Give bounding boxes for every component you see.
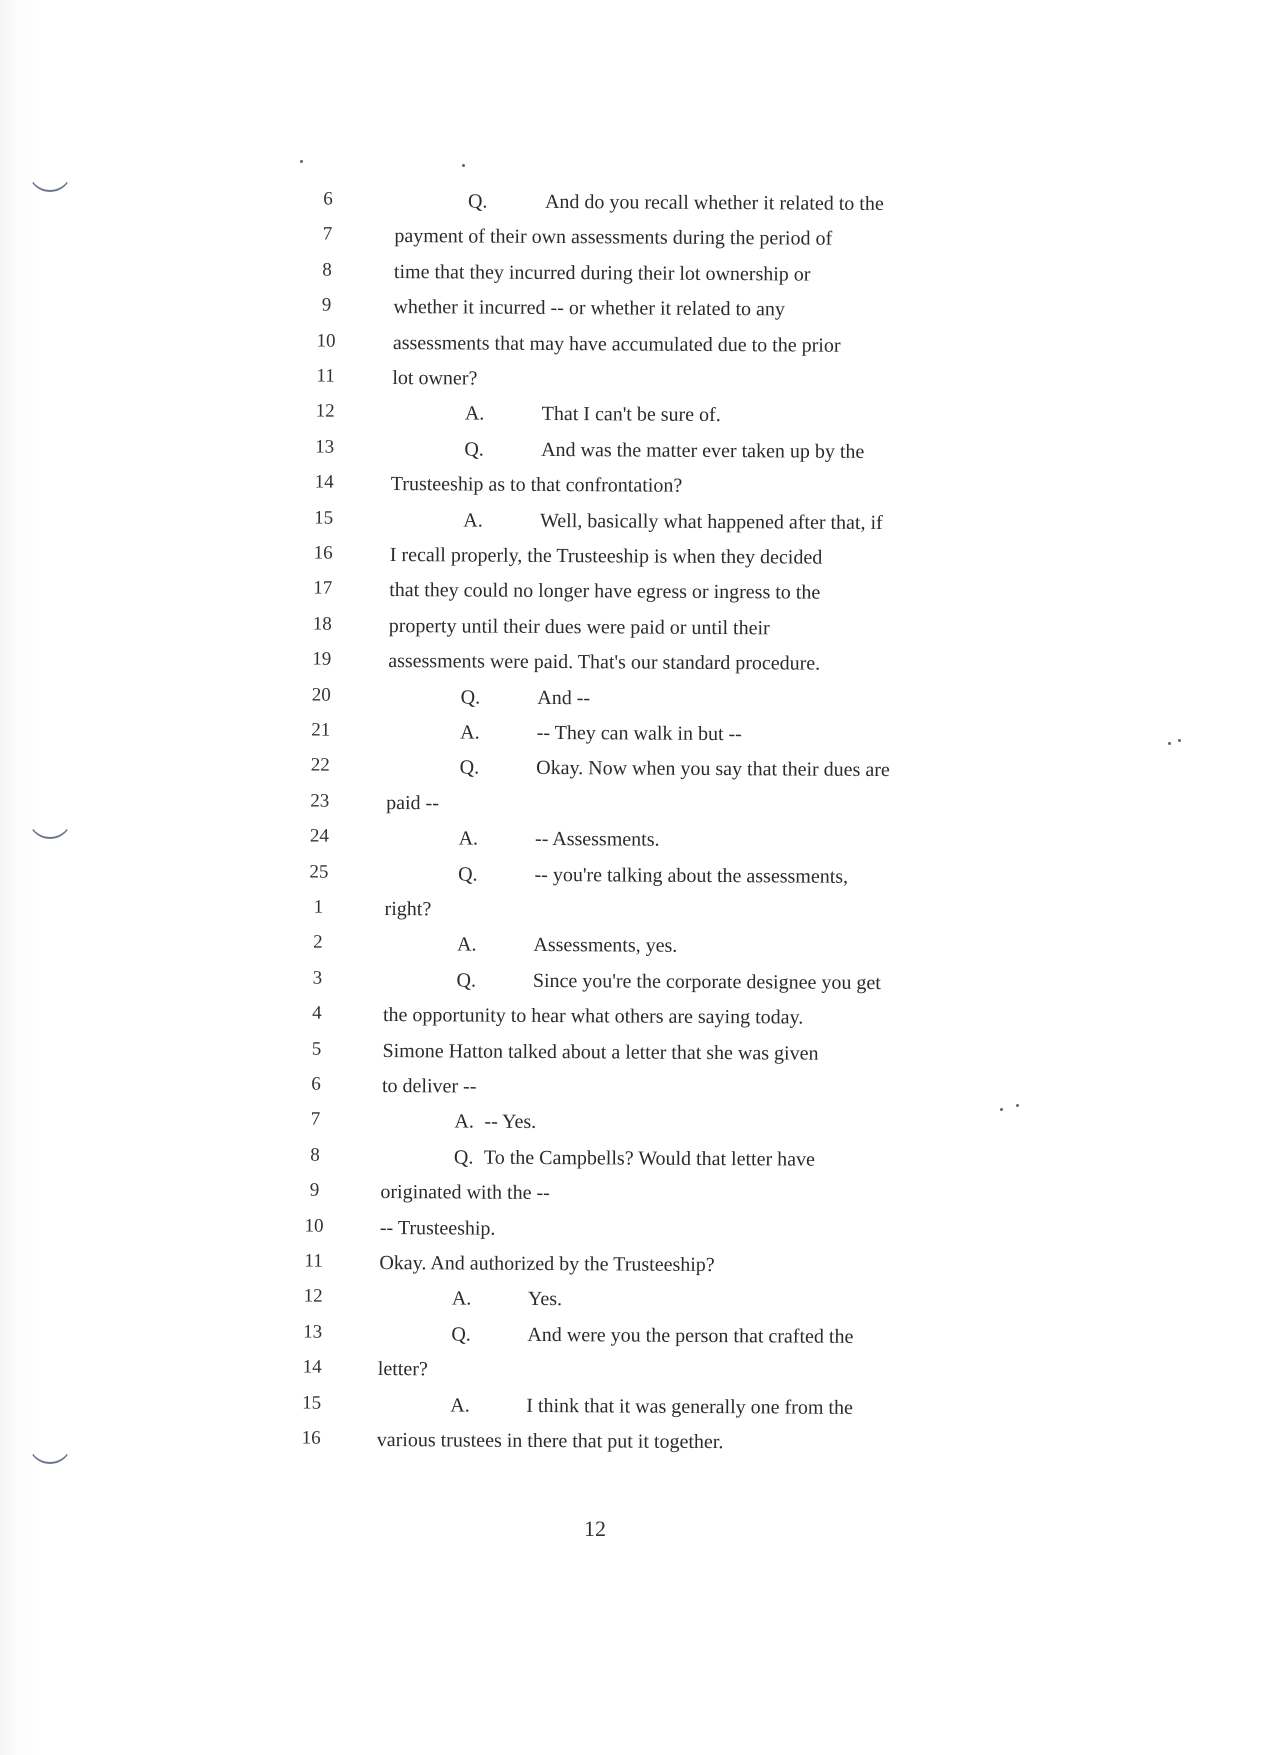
line-number: 16 [301, 1427, 321, 1449]
testimony-text: -- you're talking about the assessments, [534, 863, 849, 888]
speaker-label: A. [460, 721, 480, 744]
line-number: 9 [321, 294, 332, 316]
line-number: 11 [316, 365, 335, 387]
testimony-text: property until their dues were paid or until their [388, 614, 770, 640]
line-number: 20 [311, 684, 331, 706]
testimony-text: assessments were paid. That's our standard procedure. [388, 650, 821, 675]
testimony-text: -- They can walk in but -- [536, 721, 742, 746]
testimony-text: -- Trusteeship. [379, 1216, 496, 1240]
line-number: 4 [312, 1002, 322, 1024]
speaker-label: Q. [451, 1323, 471, 1346]
testimony-text: And do you recall whether it related to the [544, 190, 884, 215]
testimony-text: I think that it was generally one from the [526, 1394, 853, 1419]
testimony-text: assessments that may have accumulated due to the prior [392, 331, 841, 357]
testimony-text: various trustees in there that put it together. [376, 1429, 724, 1454]
line-number: 14 [302, 1356, 322, 1378]
testimony-text: Trusteeship as to that confrontation? [390, 473, 683, 497]
line-number: 10 [316, 330, 336, 352]
line-number: 1 [313, 896, 324, 918]
line-number: 8 [322, 259, 332, 281]
testimony-text: originated with the -- [380, 1181, 550, 1205]
testimony-text: right? [384, 898, 432, 921]
transcript-line [0, 1425, 1276, 1469]
speaker-label: Q. [464, 438, 484, 461]
testimony-text: Okay. Now when you say that their dues are [536, 757, 890, 782]
line-number: 13 [315, 436, 335, 458]
testimony-text: lot owner? [392, 367, 478, 390]
testimony-text: time that they incurred during their lot ownership or [393, 260, 811, 286]
testimony-text: payment of their own assessments during the period of [394, 225, 833, 251]
scan-speck [300, 160, 303, 163]
testimony-text: whether it incurred -- or whether it related to any [393, 296, 786, 321]
testimony-text: -- Assessments. [535, 828, 660, 851]
testimony-text: Well, basically what happened after that, if [539, 509, 883, 534]
line-number: 3 [312, 967, 323, 989]
speaker-label: Q. [467, 190, 488, 213]
line-number: 15 [302, 1392, 322, 1414]
testimony-text: paid -- [386, 791, 439, 815]
line-number: 6 [323, 188, 333, 210]
speaker-label: A. [451, 1287, 472, 1310]
line-number: 17 [313, 577, 333, 600]
testimony-text: letter? [377, 1358, 428, 1381]
line-number: 24 [309, 825, 329, 847]
line-number: 6 [311, 1073, 321, 1095]
speaker-label: Q. [458, 863, 478, 886]
line-number: 16 [313, 542, 333, 564]
testimony-text: Okay. And authorized by the Trusteeship? [379, 1252, 715, 1277]
line-number: 22 [310, 754, 330, 777]
testimony-text: Simone Hatton talked about a letter that she was given [382, 1039, 819, 1065]
testimony-text: And were you the person that crafted the [527, 1323, 854, 1348]
testimony-text: -- Yes. [484, 1111, 537, 1134]
line-number: 21 [311, 719, 331, 741]
line-number: 12 [315, 400, 335, 423]
testimony-text: And -- [537, 686, 591, 709]
testimony-text: That I can't be sure of. [541, 403, 721, 427]
testimony-text: Yes. [527, 1288, 563, 1311]
line-number: 10 [304, 1215, 324, 1237]
speaker-label: Q. [453, 1146, 474, 1169]
testimony-text: To the Campbells? Would that letter have [483, 1146, 815, 1171]
line-number: 12 [303, 1285, 323, 1308]
speaker-label: A. [463, 509, 483, 532]
speaker-label: A. [454, 1110, 474, 1133]
speaker-label: A. [457, 933, 477, 956]
line-number: 14 [314, 471, 334, 493]
testimony-text: Assessments, yes. [533, 934, 678, 958]
line-number: 11 [304, 1250, 323, 1272]
line-number: 13 [303, 1321, 323, 1343]
scan-speck [462, 164, 465, 167]
line-number: 15 [314, 507, 334, 529]
testimony-text: the opportunity to hear what others are saying today. [382, 1004, 804, 1029]
line-number: 19 [312, 648, 332, 670]
line-number: 23 [310, 790, 330, 812]
speaker-label: A. [464, 402, 485, 425]
line-number: 7 [322, 223, 333, 246]
line-number: 2 [313, 931, 323, 954]
testimony-text: I recall properly, the Trusteeship is when they decided [389, 544, 823, 569]
testimony-text: that they could no longer have egress or ingress to the [389, 579, 821, 605]
speaker-label: Q. [460, 686, 481, 709]
testimony-text: Since you're the corporate designee you get [532, 969, 881, 994]
line-number: 18 [312, 613, 332, 635]
speaker-label: A. [458, 827, 479, 850]
line-number: 8 [310, 1144, 320, 1166]
speaker-label: Q. [459, 756, 480, 779]
line-number: 7 [310, 1108, 321, 1131]
page-number: 12 [584, 1516, 606, 1541]
line-number: 25 [309, 861, 329, 883]
testimony-text: to deliver -- [381, 1075, 477, 1098]
line-number: 5 [311, 1038, 322, 1060]
testimony-text: And was the matter ever taken up by the [541, 438, 865, 463]
speaker-label: A. [450, 1394, 470, 1417]
line-number: 9 [309, 1179, 320, 1201]
speaker-label: Q. [456, 969, 477, 992]
